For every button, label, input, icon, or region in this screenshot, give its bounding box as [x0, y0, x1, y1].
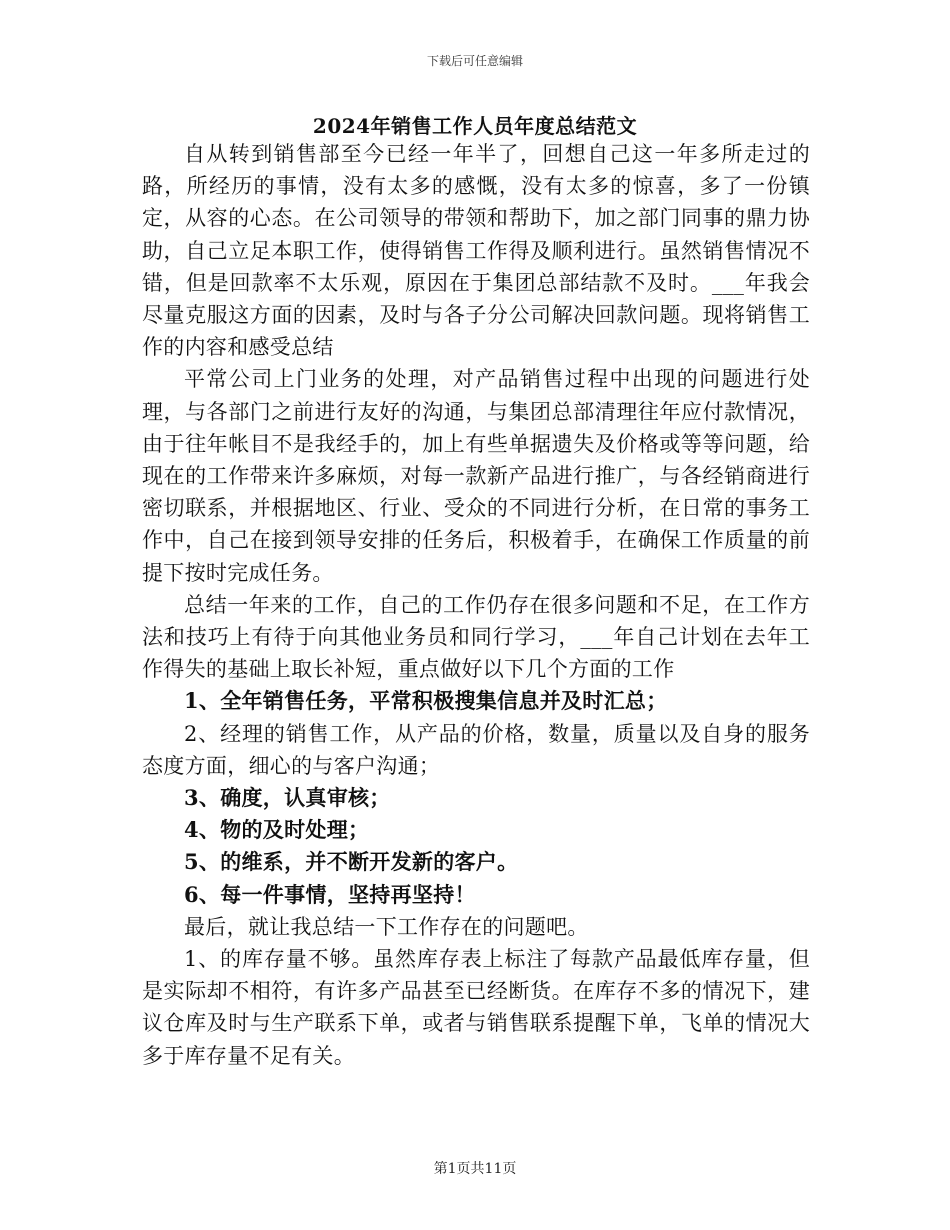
list-item-2: 2、经理的销售工作，从产品的价格，数量，质量以及自身的服务态度方面，细心的与客户沟通； — [142, 721, 810, 778]
list-item-5: 5、的维系，并不断开发新的客户。 — [184, 849, 519, 875]
page-header: 下载后可任意编辑 — [426, 54, 523, 68]
paragraph-daily-work: 平常公司上门业务的处理，对产品销售过程中出现的问题进行处理，与各部门之前进行友好的沟通，与集团总部清理往年应付款情况，由于往年帐目不是我经手的，加上有些单据遗失及价格或等等问题，给现在的工作带来许多麻烦，对每一款新产品进行推广，与各经销商进行密切联系，并根据地区、行业、受众的不同进行分析，在日常的事务工作中，自己在接到领导安排的任务后，积极着手，在确保工作质量的前提下按时完成任务。 — [142, 367, 810, 585]
paragraph-intro: 自从转到销售部至今已经一年半了，回想自己这一年多所走过的路，所经历的事情，没有太多的感慨，没有太多的惊喜，多了一份镇定，从容的心态。在公司领导的带领和帮助下，加之部门同事的鼎力协助，自己立足本职工作，使得销售工作得及顺利进行。虽然销售情况不错，但是回款率不太乐观，原因在于集团总部结款不及时。___年我会尽量克服这方面的因素，及时与各子分公司解决回款问题。现将销售工作的内容和感受总结 — [142, 142, 810, 360]
list-item-4: 4、物的及时处理； — [184, 817, 370, 843]
document-title: 2024年销售工作人员年度总结范文 — [312, 114, 638, 138]
page-footer: 第1页共11页 — [433, 1161, 517, 1177]
paragraph-problem-1: 1、的库存量不够。虽然库存表上标注了每款产品最低库存量，但是实际却不相符，有许多产品甚至已经断货。在库存不多的情况下，建议仓库及时与生产联系下单，或者与销售联系提醒下单，飞单的情况大多于库存量不足有关。 — [142, 947, 810, 1068]
paragraph-problems-intro: 最后，就让我总结一下工作存在的问题吧。 — [184, 914, 589, 939]
paragraph-summary: 总结一年来的工作，自己的工作仍存在很多问题和不足，在工作方法和技巧上有待于向其他业务员和同行学习，___年自己计划在去年工作得失的基础上取长补短，重点做好以下几个方面的工作 — [142, 592, 810, 682]
list-item-6: 6、每一件事情，坚持再坚持！ — [184, 881, 476, 907]
document-body — [142, 138, 810, 1072]
list-item-1: 1、全年销售任务，平常积极搜集信息并及时汇总； — [184, 688, 668, 714]
list-item-3: 3、确度，认真审核； — [184, 785, 391, 811]
